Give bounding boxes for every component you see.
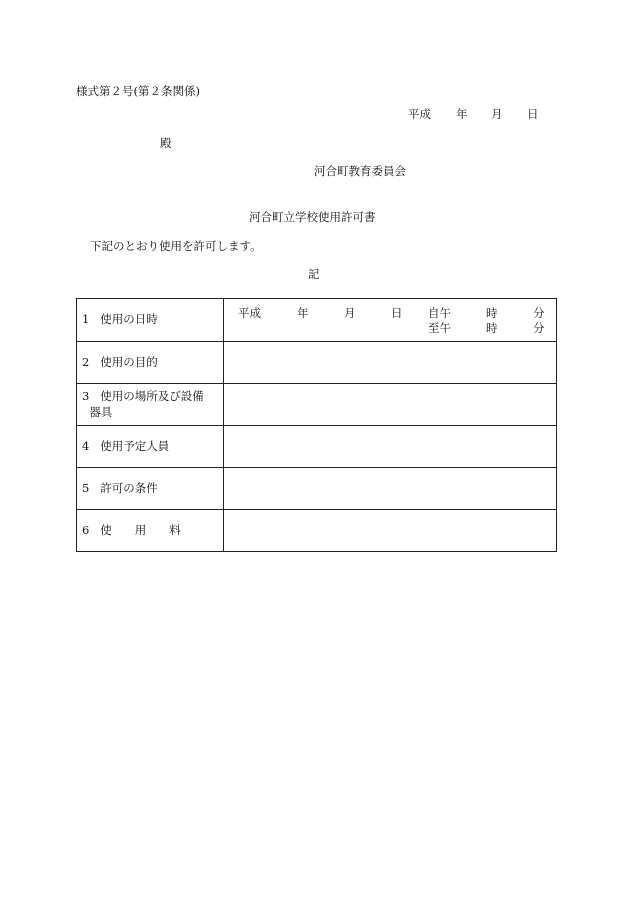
dt-year: 年 xyxy=(297,306,309,320)
issuer: 河合町教育委員会 xyxy=(314,164,406,178)
row-label: 使 用 料 xyxy=(100,522,181,537)
dt-to: 至午 xyxy=(428,321,451,335)
addressee-suffix: 殿 xyxy=(160,136,172,150)
table-row xyxy=(77,299,557,342)
table-row xyxy=(77,468,557,510)
row-label-attendees xyxy=(77,426,224,468)
table-row xyxy=(77,426,557,468)
date-year: 年 xyxy=(456,107,468,121)
form-number: 様式第２号(第２条関係) xyxy=(76,84,200,98)
conditions-value-cell[interactable] xyxy=(224,468,557,510)
table-row xyxy=(77,384,557,426)
datetime-value-cell[interactable] xyxy=(224,299,557,342)
table-row xyxy=(77,510,557,552)
row-number: 2 xyxy=(82,354,90,369)
row-label: 許可の条件 xyxy=(100,480,158,495)
date-month: 月 xyxy=(491,107,503,121)
date-era: 平成 xyxy=(408,107,431,121)
table-row xyxy=(77,342,557,384)
purpose-value-cell[interactable] xyxy=(224,342,557,384)
dt-era: 平成 xyxy=(238,306,261,320)
row-label-purpose xyxy=(77,342,224,384)
row-number: 3 xyxy=(82,388,90,403)
row-label: 使用の目的 xyxy=(100,354,158,369)
dt-to-hour: 時 xyxy=(486,321,498,335)
place-value-cell[interactable] xyxy=(224,384,557,426)
permit-table xyxy=(76,298,557,552)
body-text: 下記のとおり使用を許可します。 xyxy=(90,239,262,253)
row-label-cont: 器具 xyxy=(89,404,113,419)
attendees-value-cell[interactable] xyxy=(224,426,557,468)
row-label: 使用予定人員 xyxy=(100,438,170,453)
row-number: 4 xyxy=(82,438,90,453)
row-label-place xyxy=(77,384,224,426)
fee-value-cell[interactable] xyxy=(224,510,557,552)
ki-heading: 記 xyxy=(308,267,320,281)
row-label-fee xyxy=(77,510,224,552)
date-day: 日 xyxy=(527,107,539,121)
row-number: 1 xyxy=(82,312,90,327)
row-label-conditions xyxy=(77,468,224,510)
dt-day: 日 xyxy=(391,306,403,320)
row-number: 5 xyxy=(82,480,90,495)
dt-from-hour: 時 xyxy=(486,306,498,320)
dt-month: 月 xyxy=(344,306,356,320)
dt-from: 自午 xyxy=(428,306,451,320)
dt-from-minute: 分 xyxy=(533,306,545,320)
row-label-datetime xyxy=(77,299,224,342)
row-label: 使用の日時 xyxy=(100,312,158,327)
page-title: 河合町立学校使用許可書 xyxy=(249,210,376,224)
row-number: 6 xyxy=(82,522,90,537)
dt-to-minute: 分 xyxy=(533,321,545,335)
row-label: 使用の場所及び設備 xyxy=(100,388,204,403)
